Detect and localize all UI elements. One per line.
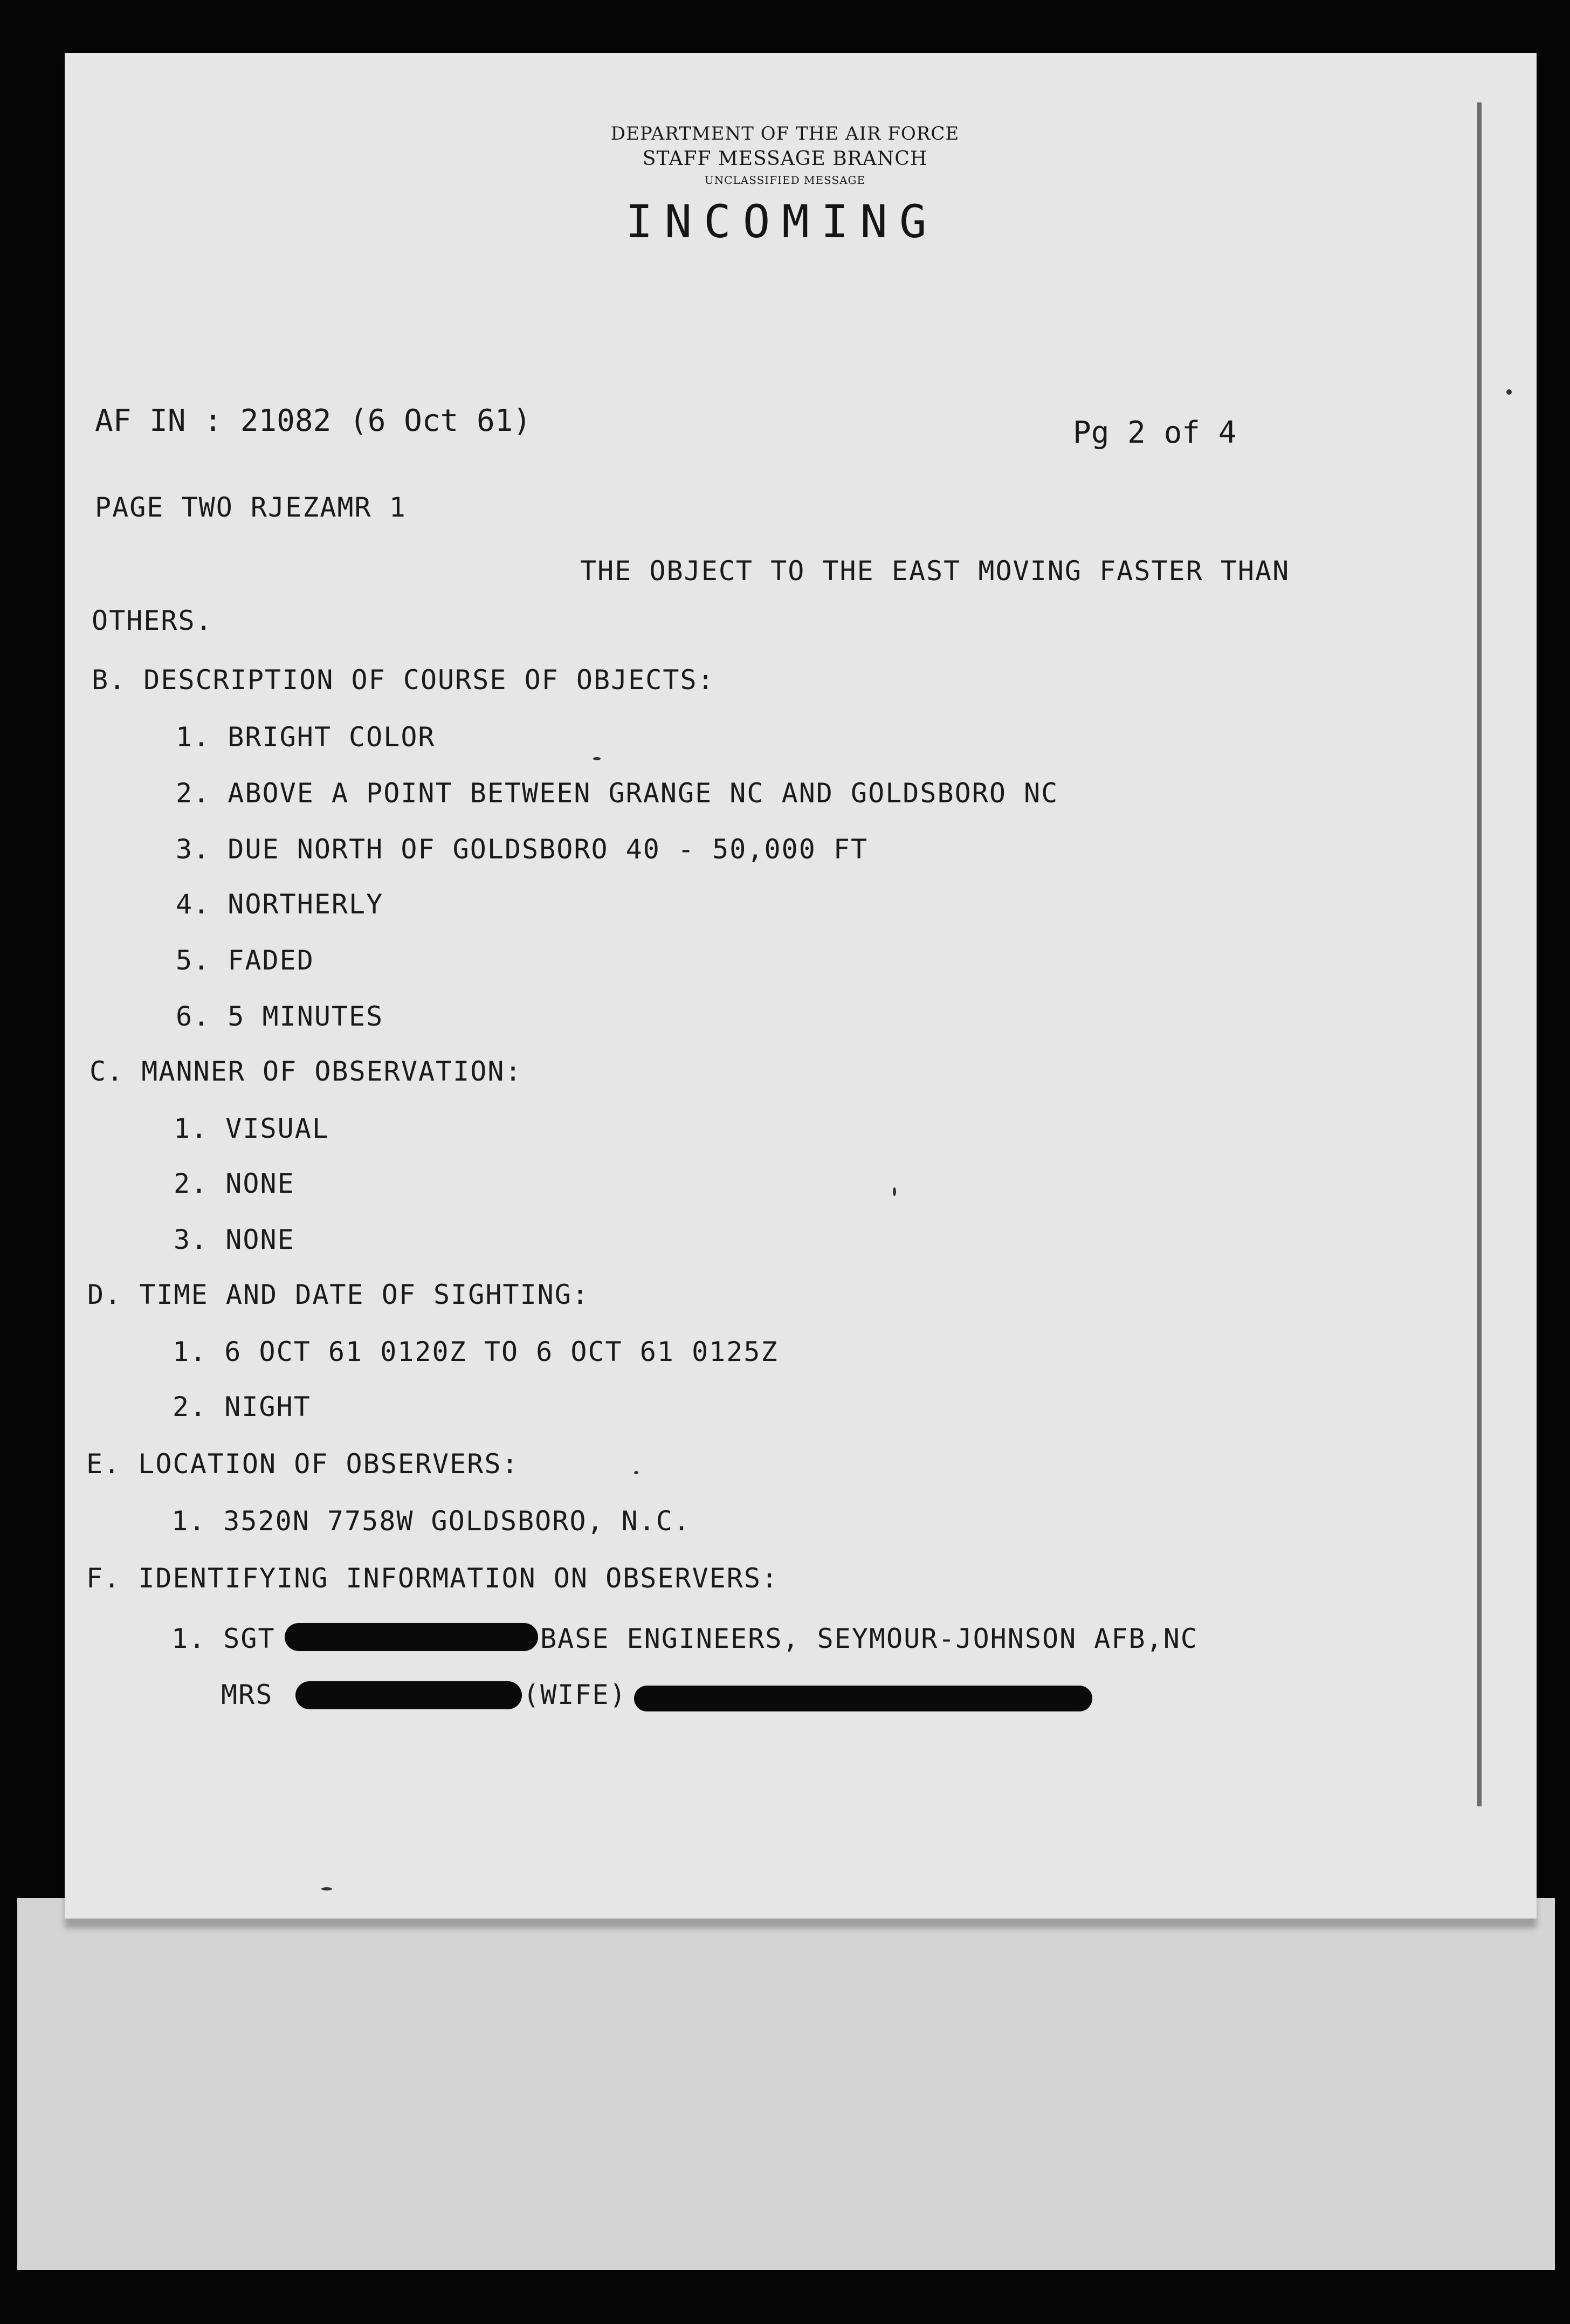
- page-routing-line: PAGE TWO RJEZAMR 1: [95, 492, 407, 523]
- list-item: 1. VISUAL: [174, 1113, 329, 1144]
- branch-header: STAFF MESSAGE BRANCH: [642, 148, 928, 170]
- list-item: 5. FADED: [176, 945, 314, 976]
- speck: [321, 1887, 332, 1890]
- list-item: 4. NORTHERLY: [176, 889, 384, 920]
- section-heading-e: E. LOCATION OF OBSERVERS:: [86, 1448, 519, 1480]
- section-heading-f: F. IDENTIFYING INFORMATION ON OBSERVERS:: [86, 1563, 779, 1594]
- list-item: 1. 3520N 7758W GOLDSBORO, N.C.: [171, 1505, 691, 1537]
- redaction-bar: [285, 1623, 538, 1651]
- list-item: 2. NIGHT: [173, 1391, 311, 1422]
- speck: [634, 1471, 638, 1474]
- observer-line-1-end: BASE ENGINEERS, SEYMOUR-JOHNSON AFB,NC: [540, 1623, 1198, 1654]
- observer-line-1-start: 1. SGT: [171, 1623, 276, 1654]
- redaction-bar: [295, 1681, 522, 1709]
- list-item: 6. 5 MINUTES: [176, 1001, 384, 1032]
- observer-line-2-end: (WIFE): [523, 1679, 627, 1710]
- classification-label: UNCLASSIFIED MESSAGE: [704, 174, 866, 187]
- list-item: 2. ABOVE A POINT BETWEEN GRANGE NC AND GOLDSBORO NC: [176, 778, 1059, 809]
- section-heading-d: D. TIME AND DATE OF SIGHTING:: [87, 1279, 589, 1310]
- speck: [1506, 389, 1512, 395]
- list-item: 1. BRIGHT COLOR: [176, 721, 436, 753]
- page-edge: [1477, 102, 1482, 1806]
- page-number: Pg 2 of 4: [1073, 415, 1237, 450]
- section-heading-b: B. DESCRIPTION OF COURSE OF OBJECTS:: [92, 664, 715, 696]
- continuation-line: THE OBJECT TO THE EAST MOVING FASTER THAN: [580, 555, 1290, 587]
- list-item: 2. NONE: [174, 1168, 295, 1199]
- continuation-line: OTHERS.: [92, 605, 213, 636]
- redaction-bar: [634, 1686, 1092, 1711]
- observer-line-2-start: MRS: [221, 1679, 273, 1710]
- underlying-sheet: [17, 1898, 1555, 2270]
- incoming-title: INCOMING: [625, 195, 939, 248]
- list-item: 3. DUE NORTH OF GOLDSBORO 40 - 50,000 FT: [176, 834, 869, 865]
- af-in-reference: AF IN : 21082 (6 Oct 61): [95, 403, 532, 438]
- department-header: DEPARTMENT OF THE AIR FORCE: [610, 123, 960, 145]
- list-item: 1. 6 OCT 61 0120Z TO 6 OCT 61 0125Z: [173, 1336, 779, 1367]
- section-heading-c: C. MANNER OF OBSERVATION:: [89, 1056, 522, 1087]
- speck: [593, 757, 601, 760]
- speck: [893, 1187, 896, 1196]
- list-item: 3. NONE: [174, 1224, 295, 1255]
